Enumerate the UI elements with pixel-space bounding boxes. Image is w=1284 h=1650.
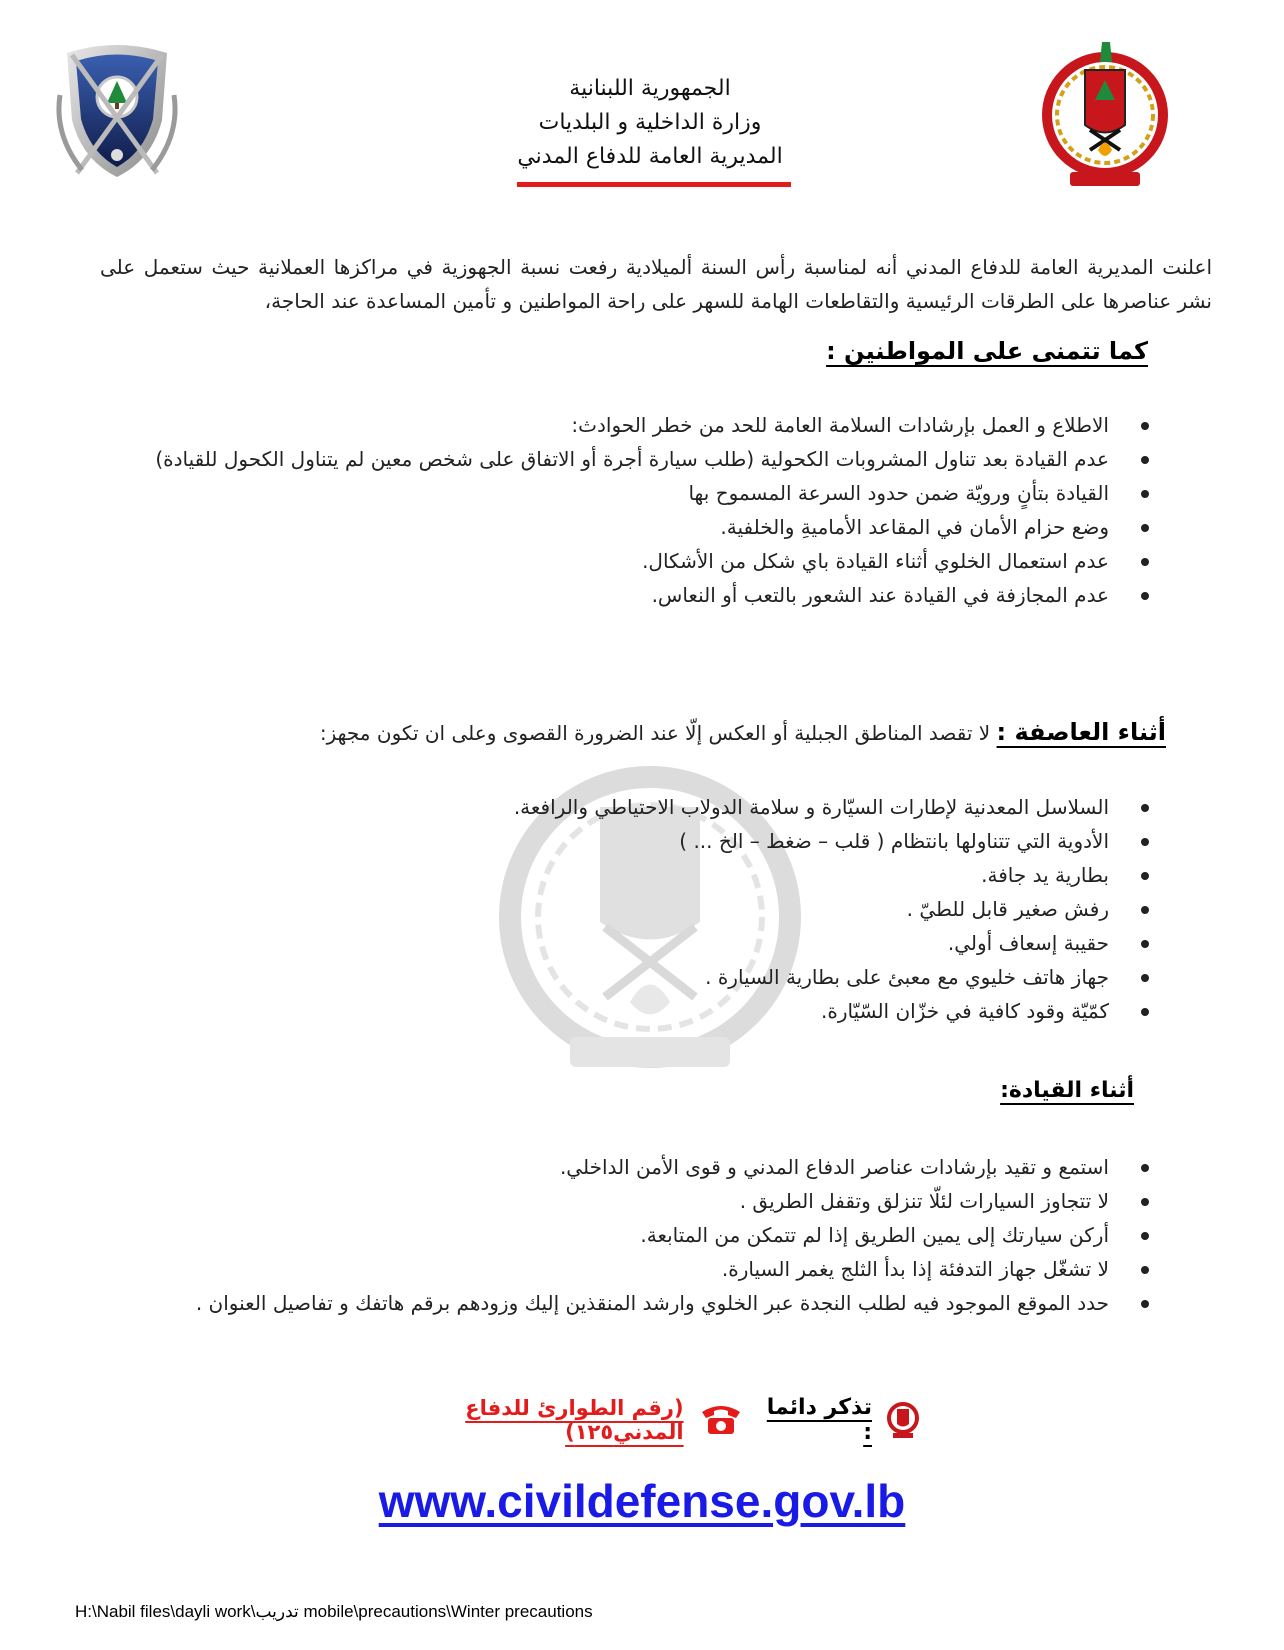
list-item: الاطلاع و العمل بإرشادات السلامة العامة للحد من خطر الحوادث:	[119, 408, 1159, 442]
list-item: أركن سيارتك إلى يمين الطريق إذا لم تتمكن من المتابعة.	[59, 1218, 1159, 1252]
driving-title: أثناء القيادة:	[1000, 1078, 1134, 1103]
bullet-icon	[1141, 1266, 1149, 1274]
bullet-icon	[1141, 1164, 1149, 1172]
red-telephone-icon	[698, 1402, 744, 1438]
bullet-icon	[1141, 1198, 1149, 1206]
file-path-footer: H:\Nabil files\dayli work\تدريب mobile\precautions\Winter precautions	[75, 1602, 593, 1621]
isf-shield-logo	[52, 35, 182, 185]
bullet-icon	[1141, 592, 1149, 600]
ministry-header	[430, 72, 870, 174]
list-item: الأدوية التي تتناولها بانتظام ( قلب – ضغط – الخ ... )	[119, 824, 1159, 858]
header-red-rule	[517, 182, 791, 187]
list-item: رفش صغير قابل للطيّ .	[119, 892, 1159, 926]
list-item: السلاسل المعدنية لإطارات السيّارة و سلامة الدولاب الاحتياطي والرافعة.	[119, 790, 1159, 824]
bullet-icon	[1141, 1300, 1149, 1308]
list-item: لا تتجاوز السيارات لئلّا تنزلق وتقفل الطريق .	[59, 1184, 1159, 1218]
civil-defense-emblem	[1040, 30, 1170, 195]
storm-intro: لا تقصد المناطق الجبلية أو العكس إلّا عند الضرورة القصوى وعلى ان تكون مجهز:	[319, 721, 991, 745]
list-item: القيادة بتأنٍ ورويّة ضمن حدود السرعة المسموح بها	[119, 476, 1159, 510]
storm-list	[119, 790, 1159, 1028]
bullet-icon	[1141, 422, 1149, 430]
storm-title: أثناء العاصفة :	[996, 718, 1166, 746]
website-link[interactable]: www.civildefense.gov.lb	[378, 1475, 906, 1527]
list-item: وضع حزام الأمان في المقاعد الأماميةِ والخلفية.	[119, 510, 1159, 544]
remember-label: تذكر دائما :	[766, 1395, 872, 1445]
bullet-icon	[1141, 1232, 1149, 1240]
driving-list-container	[59, 1150, 1159, 1320]
bullet-icon	[1141, 872, 1149, 880]
citizens-title: كما تتمنى على المواطنين :	[826, 337, 1148, 365]
bullet-icon	[1141, 490, 1149, 498]
citizens-section	[148, 337, 1148, 365]
header-directorate: المديرية العامة للدفاع المدني	[517, 144, 783, 169]
bullet-icon	[1141, 974, 1149, 982]
bullet-icon	[1141, 940, 1149, 948]
list-item: استمع و تقيد بإرشادات عناصر الدفاع المدني و قوى الأمن الداخلي.	[59, 1150, 1159, 1184]
remember-row	[360, 1395, 920, 1445]
list-item: لا تشغّل جهاز التدفئة إذا بدأ الثلج يغمر السيارة.	[59, 1252, 1159, 1286]
bullet-icon	[1141, 456, 1149, 464]
list-item: حقيبة إسعاف أولي.	[119, 926, 1159, 960]
bullet-icon	[1141, 804, 1149, 812]
header-country: الجمهورية اللبنانية	[569, 76, 731, 101]
storm-section	[86, 718, 1166, 746]
driving-list	[59, 1150, 1159, 1320]
bullet-icon	[1141, 838, 1149, 846]
bullet-icon	[1141, 906, 1149, 914]
list-item: عدم المجازفة في القيادة عند الشعور بالتعب أو النعاس.	[119, 578, 1159, 612]
list-item: جهاز هاتف خليوي مع معبئ على بطارية السيارة .	[119, 960, 1159, 994]
bullet-icon	[1141, 524, 1149, 532]
list-item: عدم استعمال الخلوي أثناء القيادة باي شكل من الأشكال.	[119, 544, 1159, 578]
bullet-icon	[1141, 558, 1149, 566]
emergency-number: (رقم الطوارئ للدفاع المدني١٢٥)	[465, 1396, 684, 1444]
list-item: كمّيّة وقود كافية في خزّان السّيّارة.	[119, 994, 1159, 1028]
header-ministry: وزارة الداخلية و البلديات	[538, 110, 762, 135]
small-emblem-icon	[886, 1400, 920, 1440]
bullet-icon	[1141, 1008, 1149, 1016]
storm-list-container	[119, 790, 1159, 1028]
list-item: عدم القيادة بعد تناول المشروبات الكحولية (طلب سيارة أجرة أو الاتفاق على شخص معين لم يتناول الكحول للقيادة)	[119, 442, 1159, 476]
citizens-list-container	[119, 408, 1159, 612]
list-item: بطارية يد جافة.	[119, 858, 1159, 892]
driving-section	[534, 1078, 1134, 1103]
intro-paragraph: اعلنت المديرية العامة للدفاع المدني أنه لمناسبة رأس السنة ألميلادية رفعت نسبة الجهوزية في مراكزها العملانية حيث ستعمل على نشر عناصرها على الطرقات الرئيسية والتقاطعات الهامة للسهر على راحة المواطنين و تأمين المساعدة عند الحاجة،	[100, 255, 1212, 313]
citizens-list	[119, 408, 1159, 612]
list-item: حدد الموقع الموجود فيه لطلب النجدة عبر الخلوي وارشد المنقذين إليك وزودهم برقم هاتفك و تفاصيل العنوان .	[59, 1286, 1159, 1320]
